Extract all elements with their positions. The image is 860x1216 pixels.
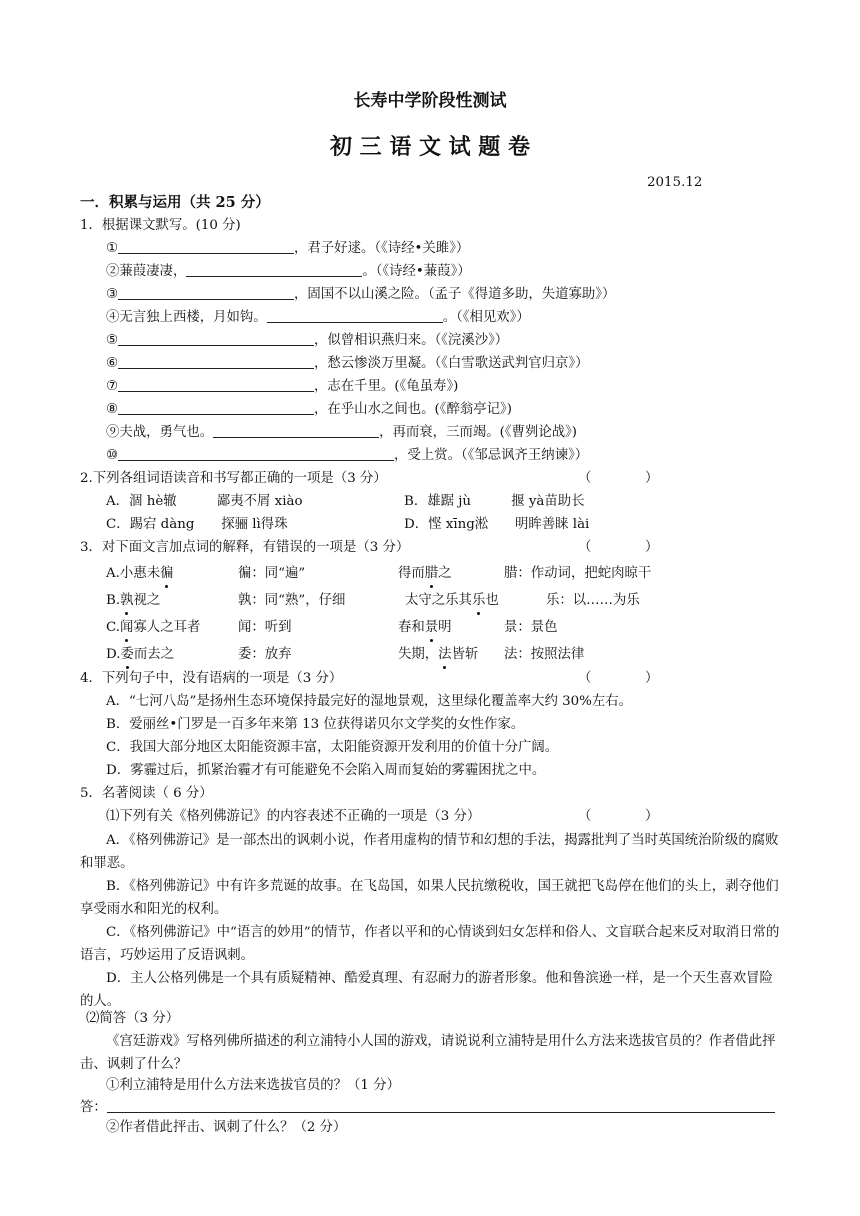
exam-title: 初 三 语 文 试 题 卷 (330, 134, 530, 160)
classical-row: A.小惠未徧 徧：同“遍” 得而腊之 腊：作动词，把蛇肉晾干 (106, 566, 652, 581)
fill-blank[interactable] (118, 239, 294, 254)
recitation-item: ⑦ ，志在千里。(《龟虽寿》) (106, 379, 459, 394)
option-c: C．《格列佛游记》中“语言的妙用”的情节，作者以平和的心情谈到妇女怎样和俗人、文盲联合起来反对取消日常的语言，巧妙运用了反语讽刺。 (80, 925, 780, 963)
classical-row: C.闻寡人之耳者 闻：听到 春和景明 景：景色 (106, 620, 558, 635)
dotted-char: 腊 (424, 566, 439, 581)
option-c: C．踢宕 dàng 探骊 lì得珠 (106, 517, 288, 532)
answer-parenthesis[interactable]: （ ） (578, 540, 659, 555)
option-a: A．《格列佛游记》是一部杰出的讽刺小说，作者用虚构的情节和幻想的手法，揭露批判了当时英国统治阶级的腐败和罪恶。 (80, 833, 779, 871)
fill-blank[interactable] (213, 423, 379, 438)
recitation-item: ⑨夫战，勇气也。 ，再而衰，三而竭。(《曹刿论战》) (106, 425, 578, 440)
dotted-char: 景 (424, 620, 439, 635)
section-heading: 一．积累与运用（共 25 分） (80, 194, 270, 211)
dotted-char: 徧 (160, 566, 174, 581)
recitation-item: ③ ，固国不以山溪之险。（孟子《得道多助，失道寡助》） (106, 287, 616, 302)
option-b: B．雄踞 jù 揠 yà苗助长 (404, 494, 585, 509)
option-a: A．“七河八岛”是扬州生态环境保持最完好的湿地景观，这里绿化覆盖率大约 30%左右。 (106, 694, 633, 709)
answer-label: 答： (80, 1100, 107, 1115)
option-d: D．主人公格列佛是一个具有质疑精神、酷爱真理、有忍耐力的游者形象。他和鲁滨逊一样，是一个天生喜欢冒险的人。 (80, 971, 773, 1009)
dotted-char: 闻 (120, 620, 134, 635)
question-5-stem: 5．名著阅读（ 6 分） (80, 786, 213, 801)
option-b: B．爱丽丝•门罗是一百多年来第 13 位获得诺贝尔文学奖的女性作家。 (106, 717, 525, 732)
question-4-stem: 4．下列句子中，没有语病的一项是（3 分） (80, 671, 343, 686)
dotted-char: 委 (120, 647, 134, 662)
dotted-char: 法 (438, 647, 452, 662)
question-5-sub1: ⑴下列有关《格列佛游记》的内容表述不正确的一项是（3 分） (106, 809, 481, 824)
answer-line (80, 1098, 775, 1117)
fill-blank[interactable] (118, 377, 314, 392)
classical-row: B.孰视之 孰：同“熟”，仔细 太守之乐其乐也 乐：以……为乐 (106, 593, 640, 608)
fill-blank[interactable] (267, 308, 443, 323)
option-b: B．《格列佛游记》中有许多荒诞的故事。在飞岛国，如果人民抗缴税收，国王就把飞岛停在他们的头上，剥夺他们享受雨水和阳光的权利。 (80, 879, 779, 917)
classical-row: D.委而去之 委：放弃 失期，法皆斩 法：按照法律 (106, 647, 585, 662)
recitation-item: ① ，君子好逑。（《诗经•关雎》） (106, 241, 470, 256)
option-c: C．我国大部分地区太阳能资源丰富，太阳能资源开发利用的价值十分广阔。 (106, 740, 559, 755)
answer-blank[interactable] (107, 1098, 775, 1113)
dotted-char: 孰 (120, 593, 134, 608)
question-2-stem: 2.下列各组词语读音和书写都正确的一项是（3 分） (80, 471, 387, 486)
option-d: D．悭 xīng淞 明眸善睐 lài (404, 517, 590, 532)
fill-blank[interactable] (186, 262, 362, 277)
answer-parenthesis[interactable]: （ ） (578, 809, 659, 824)
exam-date: 2015.12 (647, 175, 703, 190)
fill-blank[interactable] (118, 400, 314, 415)
recitation-item: ④无言独上西楼，月如钩。 。（《相见欢》） (106, 310, 530, 325)
question-5-sub2-text: 《宫廷游戏》写格列佛所描述的利立浦特小人国的游戏，请说说利立浦特是用什么方法来选拔官员的？作者借此抨击、讽刺了什么？ (80, 1034, 776, 1072)
question-5-sub2-q1: ①利立浦特是用什么方法来选拔官员的？（1 分） (106, 1078, 400, 1093)
question-1-stem: 1．根据课文默写。(10 分) (80, 218, 241, 233)
option-a: A．涸 hè辙 鄙夷不屑 xiào (106, 494, 303, 509)
fill-blank[interactable] (118, 354, 314, 369)
recitation-item: ⑧ ，在乎山水之间也。(《醉翁亭记》) (106, 402, 512, 417)
question-5-sub2: ⑵简答（3 分） (86, 1011, 180, 1026)
answer-parenthesis[interactable]: （ ） (578, 671, 659, 686)
option-d: D．雾霾过后，抓紧治霾才有可能避免不会陷入周而复始的雾霾困扰之中。 (106, 763, 546, 778)
recitation-item: ⑤ ，似曾相识燕归来。（《浣溪沙》） (106, 333, 509, 348)
answer-parenthesis[interactable]: （ ） (578, 471, 659, 486)
fill-blank[interactable] (118, 331, 314, 346)
recitation-item: ⑥ ，愁云惨淡万里凝。（《白雪歌送武判官归京》） (106, 356, 589, 371)
dotted-char: 乐 (471, 593, 486, 608)
fill-blank[interactable] (118, 285, 294, 300)
school-title: 长寿中学阶段性测试 (353, 91, 507, 111)
recitation-item: ⑩ ，受上赏。（《邹忌讽齐王纳谏》） (106, 448, 589, 463)
fill-blank[interactable] (118, 446, 394, 461)
question-5-sub2-q2: ②作者借此抨击、讽刺了什么？（2 分） (106, 1120, 347, 1135)
question-3-stem: 3．对下面文言加点词的解释，有错误的一项是（3 分） (80, 540, 410, 555)
recitation-item: ②蒹葭凄凄， 。（《诗经•蒹葭》） (106, 264, 471, 279)
